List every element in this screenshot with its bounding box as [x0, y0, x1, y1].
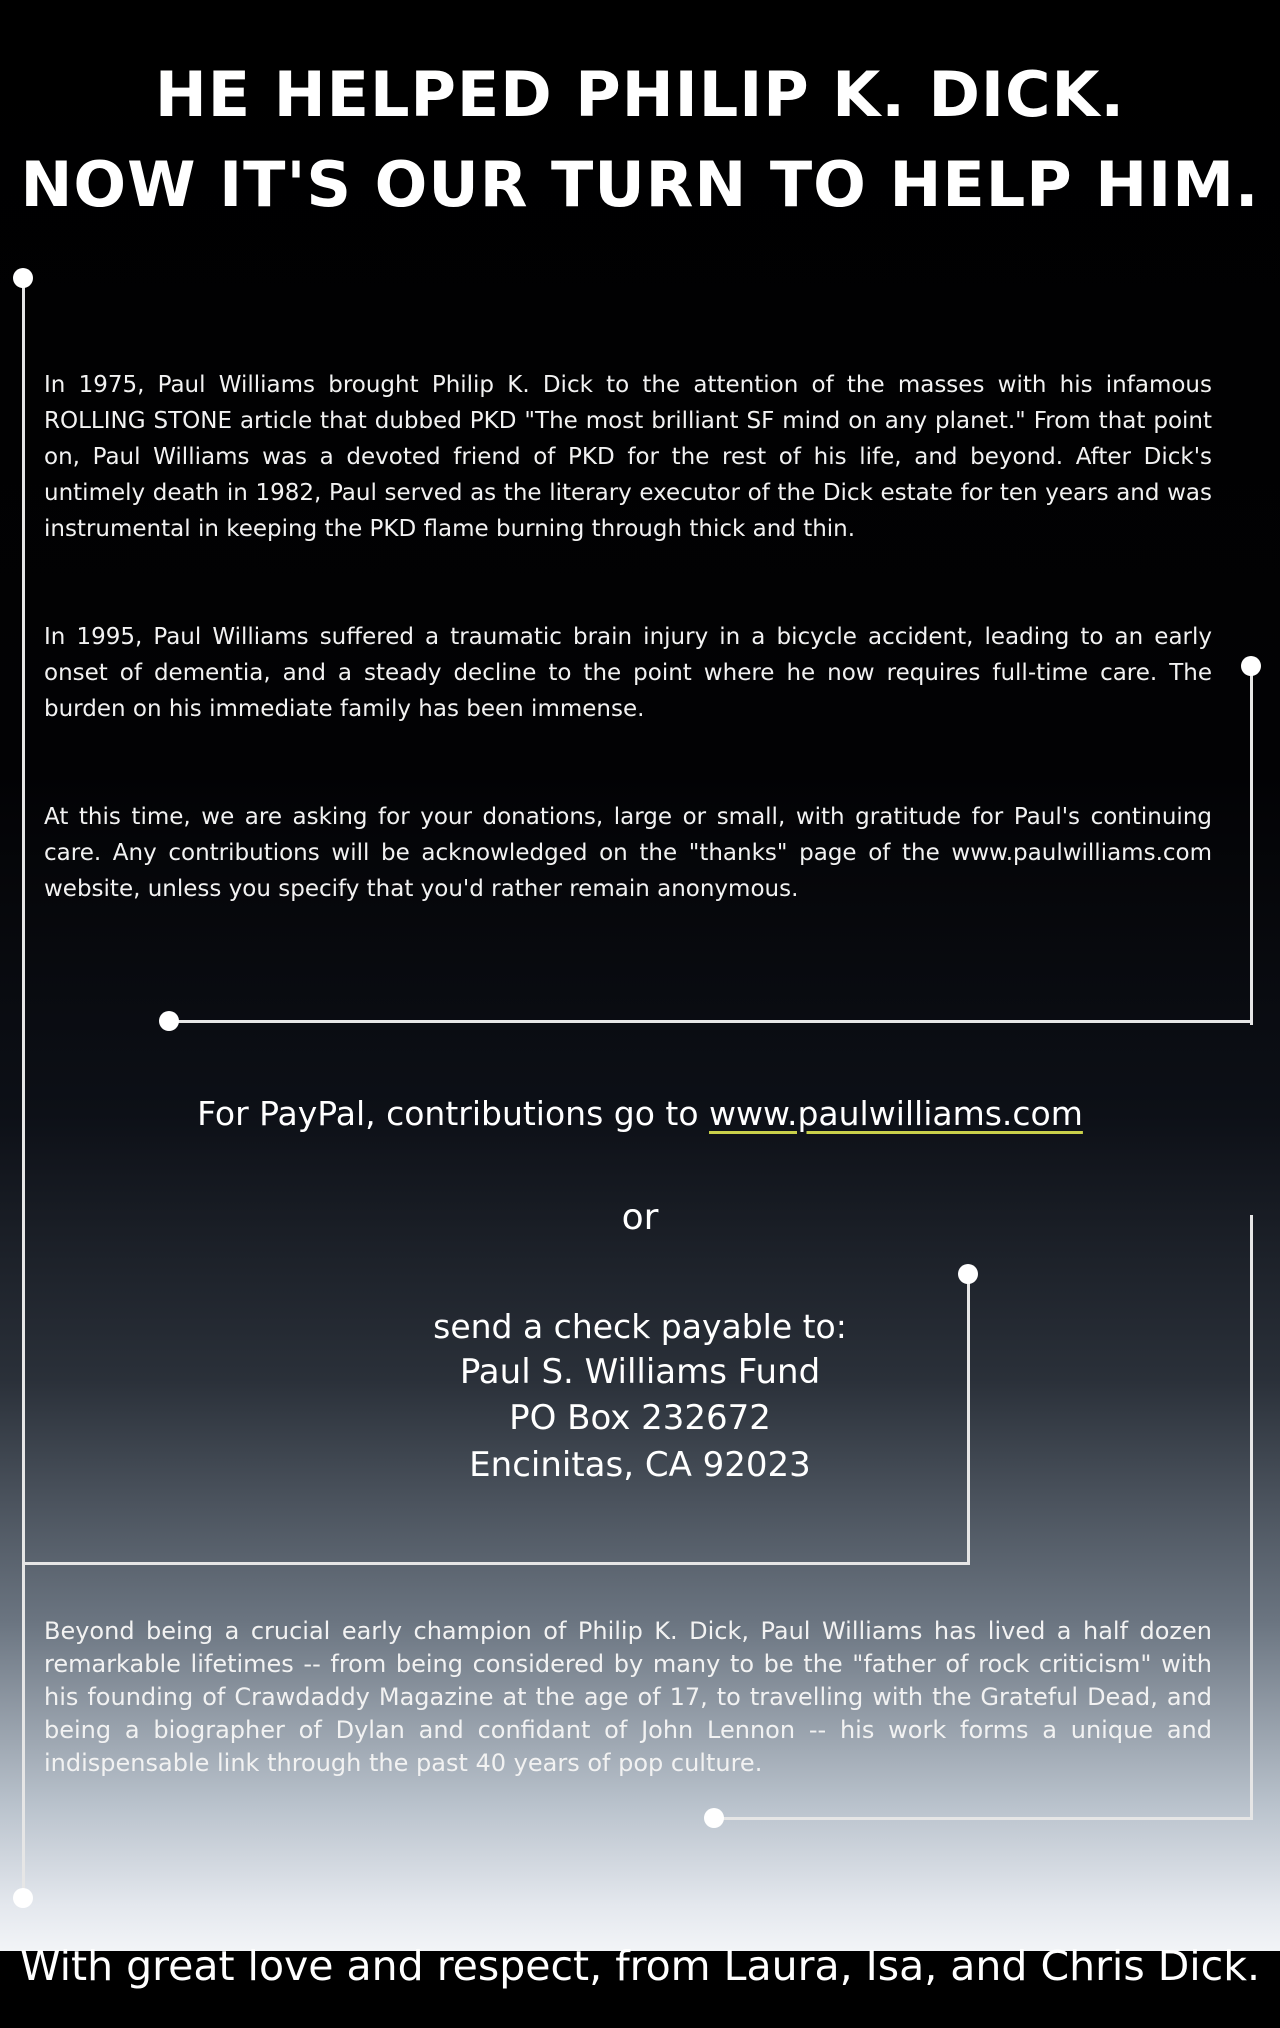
rolling-stone-emphasis: ROLLING STONE	[44, 408, 232, 434]
paypal-line	[0, 1091, 1280, 1137]
left-bottom-node	[13, 1888, 33, 1908]
paragraph-biography: Beyond being a crucial early champion of Philip K. Dick, Paul Williams has lived a half dozen remarkable lifetimes -- from being considered by many to be the "father of rock criticism" with his founding of Crawdaddy Magazine at the age of 17, to travelling with the Grateful Dead, and being a biographer of Dylan and confidant of John Lennon -- his work forms a unique and indispensable link through the past 40 years of pop culture.	[44, 1617, 1212, 1777]
paragraph-rolling-stone	[44, 367, 1212, 547]
or-separator: or	[621, 1197, 659, 1238]
paragraph-donations: At this time, we are asking for your donations, large or small, with gratitude for Paul's continuing care. Any contributions will be acknowledged on the "thanks" page of the www.paulwilliams.com website, unless you specify that you'd rather remain anonymous.	[44, 804, 1212, 902]
address-line-3: Encinitas, CA 92023	[469, 1445, 811, 1485]
horizontal-line-upper	[170, 1020, 1253, 1023]
paypal-link[interactable]: www.paulwilliams.com	[709, 1094, 1083, 1133]
paypal-prefix: For PayPal, contributions go to	[197, 1094, 710, 1133]
address-node	[958, 1264, 978, 1284]
address-line-2: PO Box 232672	[509, 1398, 771, 1438]
headline-line-1: HE HELPED PHILIP K. DICK.	[154, 58, 1126, 131]
paragraph-1-prefix: In 1975, Paul Williams brought Philip K. Dick to the attention of the masses with his infamous	[44, 372, 1212, 398]
headline-line-2: NOW IT'S OUR TURN TO HELP HIM.	[20, 148, 1260, 221]
horizontal-line-lower	[715, 1817, 1253, 1820]
horizontal-upper-node	[159, 1011, 179, 1031]
footer-dedication: With great love and respect, from Laura, Isa, and Chris Dick.	[20, 1942, 1260, 1990]
address-horizontal-line	[22, 1562, 970, 1565]
left-vertical-line	[22, 280, 25, 1900]
left-top-node	[13, 268, 33, 288]
horizontal-lower-node	[704, 1808, 724, 1828]
check-label: send a check payable to:	[433, 1307, 847, 1346]
paragraph-brain-injury: In 1995, Paul Williams suffered a traumatic brain injury in a bicycle accident, leading to an early onset of dementia, and a steady decline to the point where he now requires full-time care. The burden on his immediate family has been immense.	[44, 624, 1212, 722]
address-line-1: Paul S. Williams Fund	[459, 1352, 821, 1392]
headline	[0, 50, 1280, 230]
right-upper-node	[1241, 656, 1261, 676]
right-vertical-line-upper	[1250, 668, 1253, 1025]
paragraph-1-suffix: article that dubbed PKD "The most brilliant SF mind on any planet." From that point on, Paul Williams was a devoted friend of PKD for the rest of his life, and beyond. After Dick's untimely death in 1982, Paul served as the literary executor of the Dick estate for ten years and was instrumental in keeping the PKD flame burning through thick and thin.	[44, 408, 1212, 542]
